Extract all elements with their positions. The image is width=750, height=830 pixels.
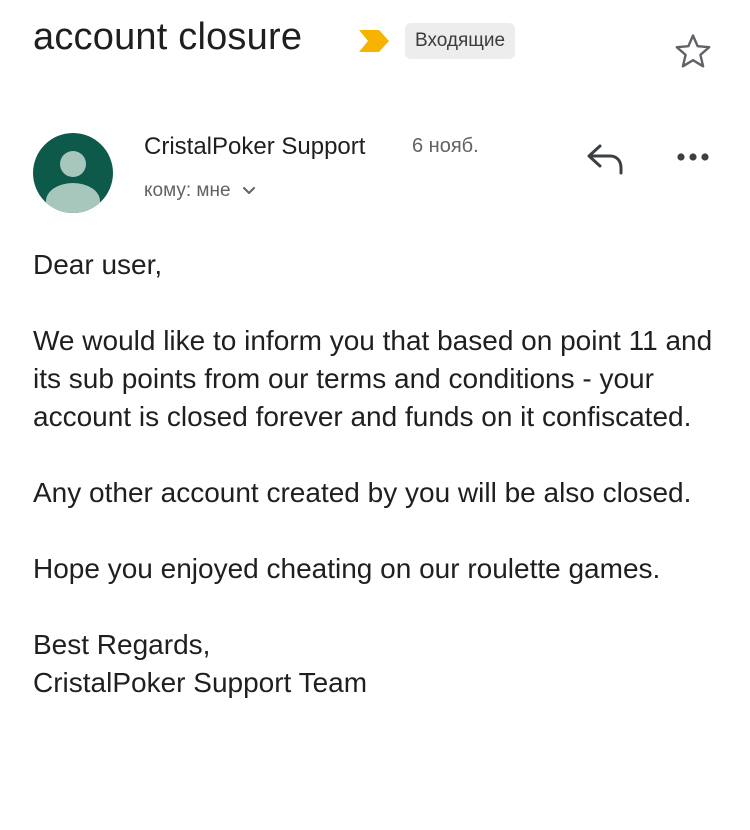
signoff: Best Regards, bbox=[33, 629, 211, 660]
star-icon[interactable] bbox=[673, 32, 713, 72]
more-options-icon[interactable] bbox=[673, 147, 713, 167]
signature-block bbox=[33, 626, 723, 702]
email-body bbox=[33, 246, 723, 702]
greeting: Dear user, bbox=[33, 249, 163, 280]
body-paragraph-2: Any other account created by you will be also closed. bbox=[33, 477, 692, 508]
email-date: 6 нояб. bbox=[412, 135, 479, 157]
body-paragraph-1: We would like to inform you that based on point 11 and its sub points from our terms and conditions - your account is closed forever and funds on it confiscated. bbox=[33, 325, 713, 432]
avatar[interactable] bbox=[33, 133, 113, 213]
email-header bbox=[33, 14, 730, 74]
sender-name[interactable]: CristalPoker Support bbox=[144, 133, 366, 160]
chevron-down-icon bbox=[242, 186, 256, 196]
sender-row bbox=[33, 133, 723, 223]
person-icon bbox=[33, 133, 113, 213]
email-subject: account closure bbox=[33, 16, 303, 58]
recipient-details-toggle[interactable] bbox=[144, 180, 256, 202]
reply-icon[interactable] bbox=[585, 141, 627, 177]
signature: CristalPoker Support Team bbox=[33, 667, 368, 698]
recipient-text: кому: мне bbox=[144, 180, 231, 201]
inbox-label-chip[interactable]: Входящие bbox=[405, 23, 515, 59]
importance-marker-icon[interactable] bbox=[357, 28, 391, 54]
body-paragraph-3: Hope you enjoyed cheating on our roulette games. bbox=[33, 553, 661, 584]
